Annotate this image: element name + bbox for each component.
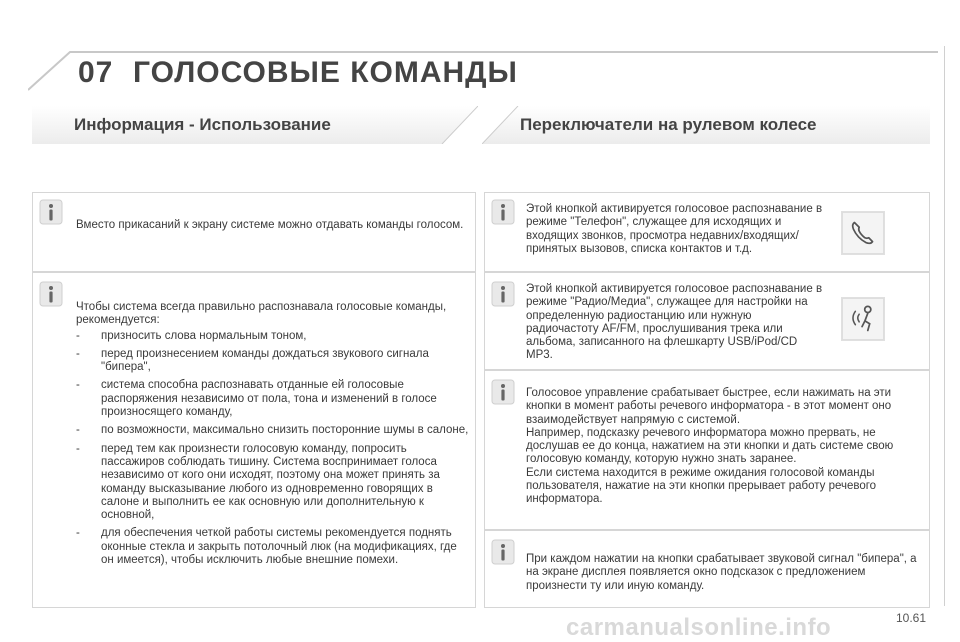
list-item-text: система способна распознавать отданные ей голосовые распоряжения независимо от пола, тона и изменений в голосе произносящего команду, — [101, 379, 437, 419]
recommendations-intro: Чтобы система всегда правильно распознавала голосовые команды, рекомендуется: — [76, 301, 447, 327]
info-icon — [39, 281, 63, 307]
info-icon — [39, 199, 63, 225]
recommendations-list — [76, 330, 469, 568]
info-icon — [491, 379, 515, 405]
section-title-right: Переключатели на рулевом колесе — [520, 115, 817, 134]
list-item — [76, 348, 469, 375]
bullet-dash: - — [76, 329, 80, 342]
section-title-left: Информация - Использование — [74, 115, 331, 134]
section-bar-right — [482, 106, 930, 144]
info-box-beep — [484, 530, 930, 608]
info-box-2 — [32, 272, 476, 608]
voice-control-paragraph: Если система находится в режиме ожидания голосовой команды пользователя, нажатие на эти кнопки прерывает работу речевого информатора. — [526, 466, 877, 506]
bullet-dash: - — [76, 347, 80, 360]
section-bar-left — [32, 106, 478, 144]
list-item-text: призносить слова нормальным тоном, — [101, 329, 307, 342]
voice-control-paragraph: Например, подсказку речевого информатора можно прервать, не дослушав ее до конца, нажатием на эти кнопки и дать системе свою голосовую команду, которую нужно знать заранее. — [526, 426, 894, 466]
right-margin-rule — [944, 46, 945, 606]
voice-control-notes — [526, 387, 922, 507]
info-box-voice-control — [484, 370, 930, 530]
info-icon — [491, 199, 515, 225]
bullet-dash: - — [76, 442, 80, 455]
voice-button-box — [484, 272, 930, 370]
info-icon — [491, 281, 515, 307]
list-item — [76, 443, 469, 523]
list-item-text: по возможности, максимально снизить посторонние шумы в салоне, — [101, 424, 469, 437]
list-item — [76, 379, 469, 419]
list-item-text: перед тем как произнести голосовую команду, попросить пассажиров соблюдать тишину. Система воспринимает голоса независимо от кого они исходят, поэтому она может принять за команду высказывание любого из одновременно говорящих в салоне и выполнить ее как основную или дополнительную к основной, — [101, 442, 440, 522]
list-item-text: перед произнесением команды дождаться звукового сигнала "бипера", — [101, 347, 429, 374]
info-box-1 — [32, 192, 476, 272]
phone-button-text: Этой кнопкой активируется голосовое распознавание в режиме "Телефон", служащее для исходящих и входящих звонков, просмотра недавних/входящих/ принятых вызовов, списка контактов и т.д. — [526, 203, 823, 255]
voice-button-text: Этой кнопкой активируется голосовое распознавание в режиме "Радио/Медиа", служащее для настройки на определенную радиостанцию или нужную радиочастоту AF/FM, прослушивания трека или альбома, записанного на флешкарту USB/iPod/CD MP3. — [526, 283, 823, 362]
beep-text: При каждом нажатии на кнопки срабатывает звуковой сигнал "бипера", а на экране дисплея появляется окно подсказок с предложением произнести ту или иную команду. — [526, 553, 917, 592]
list-item — [76, 527, 469, 567]
list-item — [76, 330, 469, 343]
phone-button-box — [484, 192, 930, 272]
phone-voice-icon — [841, 211, 885, 255]
voice-command-icon — [841, 297, 885, 341]
info-icon — [491, 539, 515, 565]
voice-control-paragraph: Голосовое управление срабатывает быстрее, если нажимать на эти кнопки в момент работы речевого информатора - в этот момент оно взаимодействует напрямую с системой. — [526, 387, 892, 426]
bullet-dash: - — [76, 424, 80, 437]
bullet-dash: - — [76, 379, 80, 392]
list-item-text: для обеспечения четкой работы системы рекомендуется поднять оконные стекла и закрыть потолочный люк (на модификациях, где он имеется), чтобы исключить любые внешние помехи. — [101, 527, 457, 567]
chapter-title: ГОЛОСОВЫЕ КОМАНДЫ — [133, 56, 518, 89]
watermark: carmanualsonline.info — [566, 614, 832, 641]
recommendations — [76, 301, 469, 572]
chapter-number: 07 — [78, 56, 114, 89]
info-text-1: Вместо прикасаний к экрану системе можно отдавать команды голосом. — [76, 219, 464, 231]
bullet-dash: - — [76, 527, 80, 540]
page-number: 10.61 — [896, 611, 927, 625]
list-item — [76, 424, 469, 437]
